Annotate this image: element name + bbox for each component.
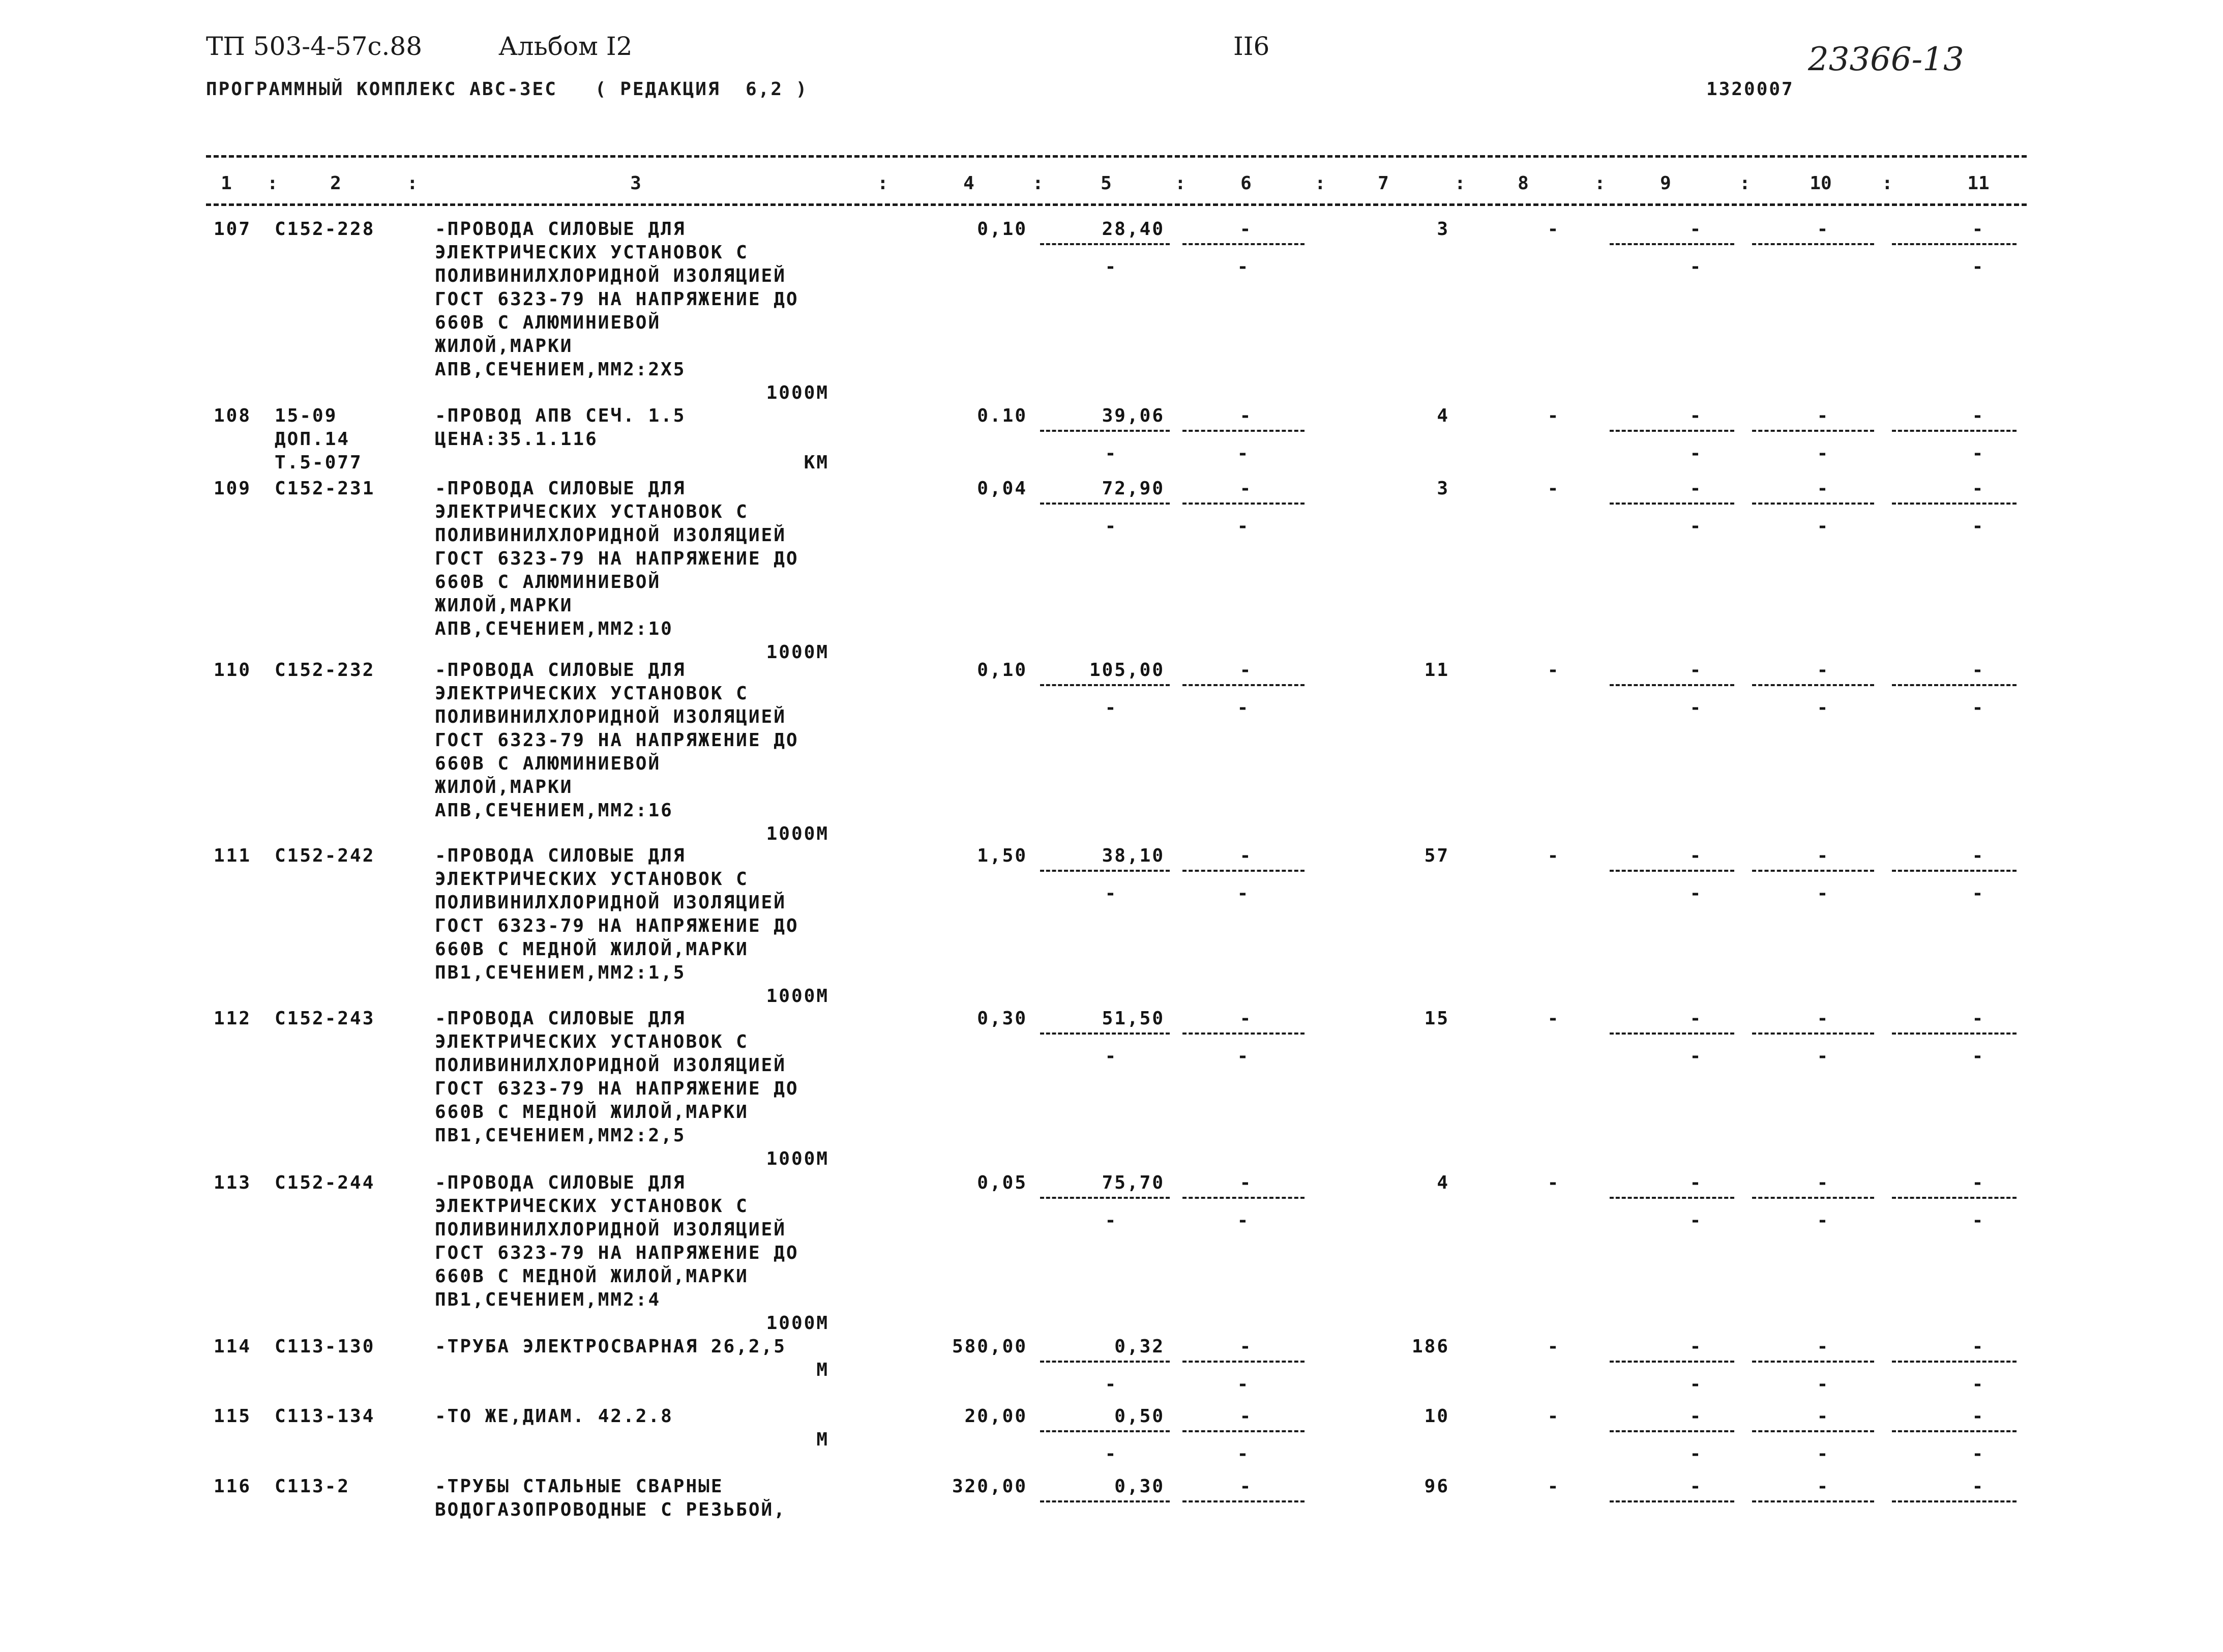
sub-rule <box>1752 870 1874 872</box>
sub-rule <box>1610 1032 1734 1035</box>
cell-col5: 0,50 <box>1114 1406 1165 1427</box>
row-number: 109 <box>214 478 252 499</box>
row-code: С152-231 <box>275 478 375 499</box>
sub-col5: - <box>1105 1443 1118 1464</box>
cell-col5: 0,30 <box>1114 1476 1165 1497</box>
cell-col4: 320,00 <box>952 1476 1027 1497</box>
description-line: ЖИЛОЙ,МАРКИ <box>435 595 573 616</box>
cell-col5: 28,40 <box>1102 219 1165 240</box>
column-separator: : <box>1739 173 1751 194</box>
sub-col9: - <box>1690 443 1703 464</box>
description-line: ПОЛИВИНИЛХЛОРИДНОЙ ИЗОЛЯЦИЕЙ <box>435 525 786 546</box>
sub-rule <box>1610 243 1734 245</box>
column-header-8: 8 <box>1518 173 1529 194</box>
cell-col11: - <box>1972 219 1985 240</box>
cell-col10: - <box>1817 660 1830 681</box>
column-separator: : <box>407 173 418 194</box>
description-line: ЖИЛОЙ,МАРКИ <box>435 336 573 357</box>
row-code: С113-130 <box>275 1336 375 1357</box>
cell-col7: 186 <box>1411 1336 1449 1357</box>
doc-code: 1320007 <box>1706 79 1794 100</box>
cell-col11: - <box>1972 845 1985 866</box>
description-line: 660В С АЛЮМИНИЕВОЙ <box>435 753 661 774</box>
description-line: -ТРУБЫ СТАЛЬНЫЕ СВАРНЫЕ <box>435 1476 724 1497</box>
cell-col11: - <box>1972 405 1985 426</box>
row-description <box>435 1335 893 1359</box>
cell-col9: - <box>1690 219 1703 240</box>
column-separator: : <box>1594 173 1606 194</box>
sub-rule <box>1182 1032 1305 1035</box>
cell-col11: - <box>1972 1406 1985 1427</box>
sub-rule <box>1892 1361 2017 1363</box>
sub-rule <box>1752 243 1874 245</box>
description-line: АПВ,СЕЧЕНИЕМ,ММ2:2Х5 <box>435 359 686 380</box>
description-line: ЦЕНА:35.1.116 <box>435 429 598 450</box>
cell-col9: - <box>1690 1008 1703 1029</box>
cell-col11: - <box>1972 478 1985 499</box>
sub-rule <box>1610 1361 1734 1363</box>
sub-col5: - <box>1105 697 1118 718</box>
sub-col9: - <box>1690 697 1703 718</box>
cell-col9: - <box>1690 1172 1703 1193</box>
sub-rule <box>1040 1430 1170 1432</box>
sub-rule <box>1610 870 1734 872</box>
cell-col7: 3 <box>1437 219 1449 240</box>
cell-col9: - <box>1690 405 1703 426</box>
cell-col6: - <box>1239 660 1253 681</box>
sub-rule <box>1040 1500 1170 1502</box>
column-separator: : <box>1455 173 1466 194</box>
sub-col11: - <box>1972 1210 1985 1231</box>
sub-rule <box>1040 684 1170 686</box>
sub-rule <box>1182 1197 1305 1199</box>
cell-col8: - <box>1547 1172 1560 1193</box>
sub-rule <box>1610 1500 1734 1502</box>
cell-col7: 57 <box>1424 845 1449 866</box>
sub-col9: - <box>1690 1046 1703 1067</box>
sub-col10: - <box>1817 1046 1830 1067</box>
sub-col11: - <box>1972 697 1985 718</box>
sub-rule <box>1040 430 1170 432</box>
sub-col11: - <box>1972 1443 1985 1464</box>
sub-col5: - <box>1105 1374 1118 1395</box>
table-top-rule <box>206 155 2027 158</box>
sub-rule <box>1752 1430 1874 1432</box>
cell-col7: 11 <box>1424 660 1449 681</box>
sub-col5: - <box>1105 256 1118 277</box>
cell-col5: 72,90 <box>1102 478 1165 499</box>
column-separator: : <box>877 173 888 194</box>
cell-col7: 15 <box>1424 1008 1449 1029</box>
cell-col9: - <box>1690 1406 1703 1427</box>
cell-col6: - <box>1239 405 1253 426</box>
sub-col6: - <box>1237 1046 1250 1067</box>
sub-rule <box>1040 243 1170 245</box>
cell-col7: 3 <box>1437 478 1449 499</box>
column-header-5: 5 <box>1101 173 1112 194</box>
description-line: ЭЛЕКТРИЧЕСКИХ УСТАНОВОК С <box>435 501 749 522</box>
cell-col9: - <box>1690 1336 1703 1357</box>
sub-col9: - <box>1690 1210 1703 1231</box>
column-header-1: 1 <box>221 173 232 194</box>
column-header-4: 4 <box>963 173 974 194</box>
sub-rule <box>1892 243 2017 245</box>
description-line: АПВ,СЕЧЕНИЕМ,ММ2:16 <box>435 800 673 821</box>
sub-col10: - <box>1817 697 1830 718</box>
cell-col11: - <box>1972 1172 1985 1193</box>
column-header-6: 6 <box>1240 173 1252 194</box>
description-line: ЖИЛОЙ,МАРКИ <box>435 777 573 798</box>
sub-rule <box>1752 1500 1874 1502</box>
column-header-2: 2 <box>330 173 341 194</box>
cell-col5: 75,70 <box>1102 1172 1165 1193</box>
sub-col11: - <box>1972 256 1985 277</box>
description-line: -ПРОВОДА СИЛОВЫЕ ДЛЯ <box>435 660 686 681</box>
sub-rule <box>1752 1032 1874 1035</box>
row-description <box>435 404 893 451</box>
sub-rule <box>1892 1430 2017 1432</box>
cell-col6: - <box>1239 1336 1253 1357</box>
album-label: Альбом I2 <box>498 32 633 61</box>
cell-col8: - <box>1547 1336 1560 1357</box>
description-line: ЭЛЕКТРИЧЕСКИХ УСТАНОВОК С <box>435 869 749 890</box>
cell-col11: - <box>1972 1476 1985 1497</box>
description-line: ПОЛИВИНИЛХЛОРИДНОЙ ИЗОЛЯЦИЕЙ <box>435 892 786 913</box>
sub-rule <box>1752 503 1874 505</box>
row-unit: 1000М <box>766 1313 829 1334</box>
cell-col7: 96 <box>1424 1476 1449 1497</box>
sub-rule <box>1182 1361 1305 1363</box>
cell-col9: - <box>1690 1476 1703 1497</box>
sub-rule <box>1040 870 1170 872</box>
cell-col4: 580,00 <box>952 1336 1027 1357</box>
sub-rule <box>1610 1430 1734 1432</box>
description-line: ПОЛИВИНИЛХЛОРИДНОЙ ИЗОЛЯЦИЕЙ <box>435 706 786 727</box>
project-code: ТП 503-4-57с.88 <box>206 32 423 61</box>
sub-col6: - <box>1237 1374 1250 1395</box>
description-line: -ПРОВОДА СИЛОВЫЕ ДЛЯ <box>435 1172 686 1193</box>
cell-col6: - <box>1239 845 1253 866</box>
page-number: II6 <box>1233 32 1270 61</box>
cell-col10: - <box>1817 1172 1830 1193</box>
cell-col11: - <box>1972 660 1985 681</box>
description-line: ВОДОГАЗОПРОВОДНЫЕ С РЕЗЬБОЙ, <box>435 1499 786 1520</box>
row-unit: 1000М <box>766 382 829 403</box>
sub-col11: - <box>1972 516 1985 537</box>
sub-rule <box>1610 684 1734 686</box>
description-line: ЭЛЕКТРИЧЕСКИХ УСТАНОВОК С <box>435 242 749 263</box>
sub-rule <box>1040 1361 1170 1363</box>
cell-col4: 0,30 <box>977 1008 1027 1029</box>
description-line: 660В С МЕДНОЙ ЖИЛОЙ,МАРКИ <box>435 939 749 960</box>
sub-col9: - <box>1690 256 1703 277</box>
sub-col5: - <box>1105 516 1118 537</box>
description-line: ЭЛЕКТРИЧЕСКИХ УСТАНОВОК С <box>435 1196 749 1217</box>
sub-rule <box>1182 503 1305 505</box>
cell-col10: - <box>1817 1008 1830 1029</box>
row-code: С113-2 <box>275 1476 350 1497</box>
cell-col10: - <box>1817 845 1830 866</box>
sub-rule <box>1752 1361 1874 1363</box>
description-line: ГОСТ 6323-79 НА НАПРЯЖЕНИЕ ДО <box>435 548 799 569</box>
sub-rule <box>1892 430 2017 432</box>
description-line: ЭЛЕКТРИЧЕСКИХ УСТАНОВОК С <box>435 1031 749 1052</box>
row-number: 110 <box>214 660 252 681</box>
cell-col5: 39,06 <box>1102 405 1165 426</box>
row-code: 15-09 <box>275 405 338 426</box>
sub-rule <box>1040 1032 1170 1035</box>
row-unit: 1000М <box>766 986 829 1007</box>
row-description <box>435 659 893 822</box>
sub-col10: - <box>1817 1374 1830 1395</box>
sub-rule <box>1752 684 1874 686</box>
row-code: С113-134 <box>275 1406 375 1427</box>
description-line: АПВ,СЕЧЕНИЕМ,ММ2:10 <box>435 618 673 639</box>
column-header-3: 3 <box>630 173 641 194</box>
sub-rule <box>1892 1500 2017 1502</box>
row-description <box>435 1405 893 1428</box>
description-line: ЭЛЕКТРИЧЕСКИХ УСТАНОВОК С <box>435 683 749 704</box>
cell-col4: 20,00 <box>964 1406 1027 1427</box>
description-line: 660В С АЛЮМИНИЕВОЙ <box>435 572 661 593</box>
sub-col6: - <box>1237 1210 1250 1231</box>
sub-rule <box>1040 1197 1170 1199</box>
description-line: ГОСТ 6323-79 НА НАПРЯЖЕНИЕ ДО <box>435 916 799 936</box>
sub-col6: - <box>1237 883 1250 904</box>
sub-col11: - <box>1972 883 1985 904</box>
sub-rule <box>1752 430 1874 432</box>
cell-col5: 105,00 <box>1089 660 1165 681</box>
sub-col10: - <box>1817 883 1830 904</box>
sub-col9: - <box>1690 1443 1703 1464</box>
column-header-10: 10 <box>1810 173 1832 194</box>
column-separator: : <box>1882 173 1893 194</box>
handwritten-number: 23366-13 <box>1808 41 1964 78</box>
cell-col8: - <box>1547 1476 1560 1497</box>
row-number: 111 <box>214 845 252 866</box>
sub-rule <box>1752 1197 1874 1199</box>
cell-col6: - <box>1239 1476 1253 1497</box>
sub-col9: - <box>1690 516 1703 537</box>
description-line: -ТРУБА ЭЛЕКТРОСВАРНАЯ 26,2,5 <box>435 1336 786 1357</box>
row-code: С152-228 <box>275 219 375 240</box>
description-line: ГОСТ 6323-79 НА НАПРЯЖЕНИЕ ДО <box>435 1243 799 1263</box>
sub-rule <box>1182 243 1305 245</box>
column-header-11: 11 <box>1967 173 1990 194</box>
row-code: Т.5-077 <box>275 452 363 473</box>
column-separator: : <box>1032 173 1044 194</box>
sub-rule <box>1182 870 1305 872</box>
description-line: ПВ1,СЕЧЕНИЕМ,ММ2:1,5 <box>435 962 686 983</box>
row-unit: 1000М <box>766 823 829 844</box>
row-code: С152-244 <box>275 1172 375 1193</box>
sub-rule <box>1892 503 2017 505</box>
row-unit: 1000М <box>766 642 829 663</box>
cell-col8: - <box>1547 1008 1560 1029</box>
cell-col8: - <box>1547 219 1560 240</box>
cell-col6: - <box>1239 478 1253 499</box>
cell-col5: 51,50 <box>1102 1008 1165 1029</box>
sub-col9: - <box>1690 1374 1703 1395</box>
cell-col6: - <box>1239 1172 1253 1193</box>
cell-col8: - <box>1547 478 1560 499</box>
column-separator: : <box>1175 173 1186 194</box>
sub-rule <box>1182 1500 1305 1502</box>
description-line: -ПРОВОДА СИЛОВЫЕ ДЛЯ <box>435 478 686 499</box>
sub-col6: - <box>1237 256 1250 277</box>
sub-col11: - <box>1972 443 1985 464</box>
cell-col4: 0.10 <box>977 405 1027 426</box>
sub-rule <box>1892 870 2017 872</box>
sub-col10: - <box>1817 1443 1830 1464</box>
sub-rule <box>1610 430 1734 432</box>
sub-rule <box>1182 430 1305 432</box>
cell-col8: - <box>1547 405 1560 426</box>
description-line: ПВ1,СЕЧЕНИЕМ,ММ2:4 <box>435 1289 661 1310</box>
row-description <box>435 1007 893 1147</box>
column-separator: : <box>1315 173 1326 194</box>
sub-rule <box>1892 684 2017 686</box>
sub-rule <box>1182 684 1305 686</box>
sub-col5: - <box>1105 1046 1118 1067</box>
cell-col6: - <box>1239 1008 1253 1029</box>
cell-col4: 0,10 <box>977 219 1027 240</box>
program-line: ПРОГРАММНЫЙ КОМПЛЕКС АВС-3ЕС ( РЕДАКЦИЯ 6,2 ) <box>206 79 809 100</box>
row-description <box>435 477 893 641</box>
cell-col7: 4 <box>1437 1172 1449 1193</box>
row-code: С152-232 <box>275 660 375 681</box>
description-line: -ТО ЖЕ,ДИАМ. 42.2.8 <box>435 1406 673 1427</box>
cell-col9: - <box>1690 478 1703 499</box>
description-line: ПОЛИВИНИЛХЛОРИДНОЙ ИЗОЛЯЦИЕЙ <box>435 1055 786 1076</box>
cell-col4: 0,10 <box>977 660 1027 681</box>
sub-col9: - <box>1690 883 1703 904</box>
sub-col6: - <box>1237 1443 1250 1464</box>
cell-col9: - <box>1690 660 1703 681</box>
cell-col10: - <box>1817 1476 1830 1497</box>
description-line: ПОЛИВИНИЛХЛОРИДНОЙ ИЗОЛЯЦИЕЙ <box>435 1219 786 1240</box>
cell-col11: - <box>1972 1336 1985 1357</box>
sub-rule <box>1610 1197 1734 1199</box>
description-line: -ПРОВОДА СИЛОВЫЕ ДЛЯ <box>435 845 686 866</box>
cell-col8: - <box>1547 1406 1560 1427</box>
description-line: 660В С АЛЮМИНИЕВОЙ <box>435 312 661 333</box>
description-line: ПОЛИВИНИЛХЛОРИДНОЙ ИЗОЛЯЦИЕЙ <box>435 266 786 286</box>
description-line: 660В С МЕДНОЙ ЖИЛОЙ,МАРКИ <box>435 1266 749 1287</box>
cell-col4: 0,04 <box>977 478 1027 499</box>
row-number: 107 <box>214 219 252 240</box>
cell-col11: - <box>1972 1008 1985 1029</box>
cell-col5: 0,32 <box>1114 1336 1165 1357</box>
sub-col5: - <box>1105 443 1118 464</box>
sub-col5: - <box>1105 1210 1118 1231</box>
sub-rule <box>1892 1197 2017 1199</box>
row-number: 116 <box>214 1476 252 1497</box>
description-line: -ПРОВОДА СИЛОВЫЕ ДЛЯ <box>435 1008 686 1029</box>
sub-col6: - <box>1237 516 1250 537</box>
row-code: С152-242 <box>275 845 375 866</box>
description-line: -ПРОВОДА СИЛОВЫЕ ДЛЯ <box>435 219 686 240</box>
sub-col6: - <box>1237 443 1250 464</box>
row-number: 108 <box>214 405 252 426</box>
description-line: ГОСТ 6323-79 НА НАПРЯЖЕНИЕ ДО <box>435 730 799 751</box>
sub-col6: - <box>1237 697 1250 718</box>
cell-col6: - <box>1239 1406 1253 1427</box>
sub-rule <box>1610 503 1734 505</box>
sub-col5: - <box>1105 883 1118 904</box>
cell-col9: - <box>1690 845 1703 866</box>
description-line: ГОСТ 6323-79 НА НАПРЯЖЕНИЕ ДО <box>435 1078 799 1099</box>
sub-rule <box>1040 503 1170 505</box>
row-code: С152-243 <box>275 1008 375 1029</box>
description-line: ПВ1,СЕЧЕНИЕМ,ММ2:2,5 <box>435 1125 686 1146</box>
sub-rule <box>1182 1430 1305 1432</box>
description-line: -ПРОВОД АПВ СЕЧ. 1.5 <box>435 405 686 426</box>
cell-col10: - <box>1817 1336 1830 1357</box>
row-number: 114 <box>214 1336 252 1357</box>
row-description <box>435 1475 893 1522</box>
cell-col10: - <box>1817 478 1830 499</box>
row-description <box>435 1171 893 1312</box>
row-description <box>435 844 893 985</box>
row-unit: КМ <box>804 452 829 473</box>
cell-col7: 4 <box>1437 405 1449 426</box>
column-separator: : <box>267 173 278 194</box>
description-line: 660В С МЕДНОЙ ЖИЛОЙ,МАРКИ <box>435 1102 749 1123</box>
cell-col8: - <box>1547 845 1560 866</box>
cell-col4: 1,50 <box>977 845 1027 866</box>
column-header-7: 7 <box>1378 173 1389 194</box>
cell-col5: 38,10 <box>1102 845 1165 866</box>
sub-col10: - <box>1817 1210 1830 1231</box>
cell-col4: 0,05 <box>977 1172 1027 1193</box>
cell-col6: - <box>1239 219 1253 240</box>
row-number: 112 <box>214 1008 252 1029</box>
row-number: 113 <box>214 1172 252 1193</box>
cell-col8: - <box>1547 660 1560 681</box>
cell-col10: - <box>1817 219 1830 240</box>
sub-col10: - <box>1817 443 1830 464</box>
row-unit: М <box>816 1429 829 1450</box>
sub-col11: - <box>1972 1374 1985 1395</box>
description-line: ГОСТ 6323-79 НА НАПРЯЖЕНИЕ ДО <box>435 289 799 310</box>
row-unit: М <box>816 1360 829 1380</box>
cell-col10: - <box>1817 1406 1830 1427</box>
row-number: 115 <box>214 1406 252 1427</box>
row-description <box>435 218 893 381</box>
cell-col10: - <box>1817 405 1830 426</box>
cell-col7: 10 <box>1424 1406 1449 1427</box>
table-header-rule <box>206 203 2027 206</box>
row-unit: 1000М <box>766 1148 829 1169</box>
row-code: ДОП.14 <box>275 429 350 450</box>
column-header-9: 9 <box>1660 173 1671 194</box>
sub-rule <box>1892 1032 2017 1035</box>
sub-col11: - <box>1972 1046 1985 1067</box>
sub-col10: - <box>1817 516 1830 537</box>
